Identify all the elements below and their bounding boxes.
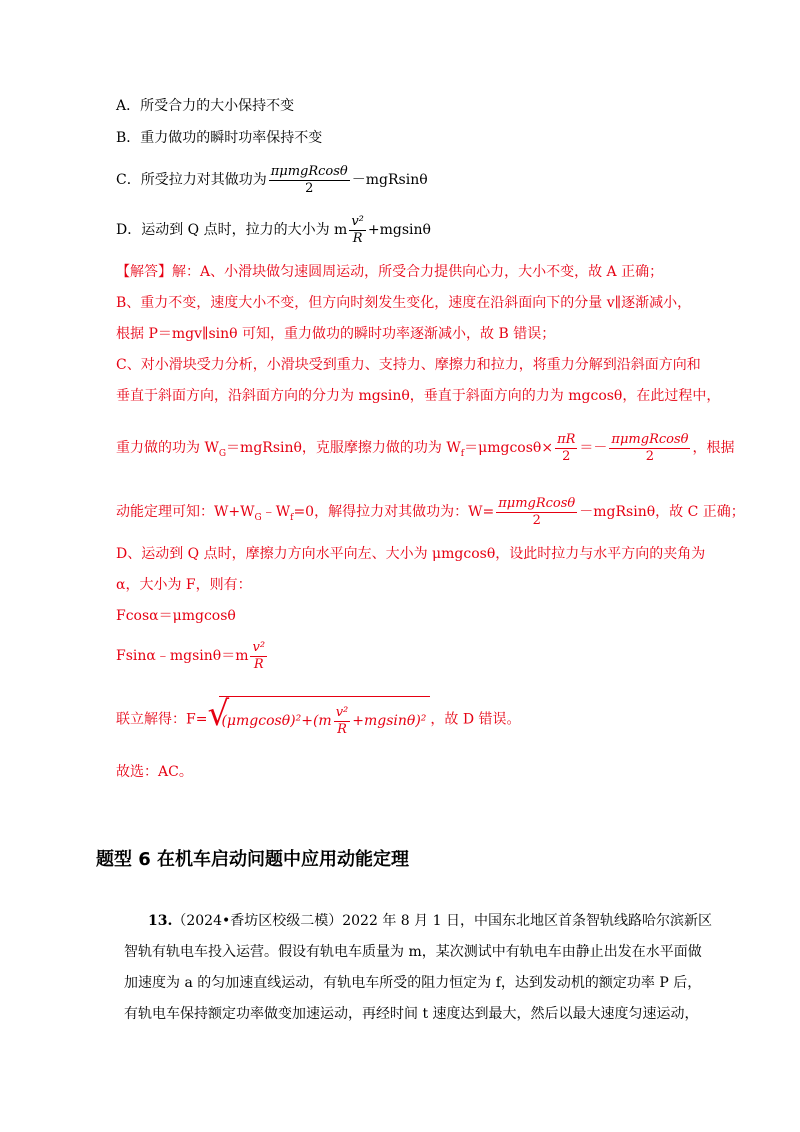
answer-line-11: Fsinα﹣mgsinθ＝m $\frac{\text{v²}}{R}$ — [116, 639, 266, 672]
option-b: B．重力做功的瞬时功率保持不变 — [116, 130, 323, 146]
fraction-v2-r: $\frac{\text{v²}}{R}$ — [252, 639, 266, 672]
answer-line-6: 重力做的功为 $W_G=mgRsin\theta$，克服摩擦力做的功为 $W_f=\mu mgcos\theta\times$ $\frac{\pi R}{2}$ ＝－ $\frac{\text{πμmgRcosθ}}{2}$ ，根据 — [116, 431, 735, 464]
fraction-pull-work: $\frac{\text{πμmgRcosθ}}{2}$ — [498, 495, 576, 528]
answer-line-10: Fcosα＝μmgcosθ — [116, 608, 236, 624]
answer-line-9: α，大小为 F，则有： — [116, 577, 252, 593]
fraction-friction-work: $\frac{\text{πμmgRcosθ}}{2}$ — [611, 431, 689, 464]
option-d-text: D．运动到 Q 点时，拉力的大小为 m — [116, 222, 348, 238]
answer-line-5: 垂直于斜面方向，沿斜面方向的分力为 mgsinθ，垂直于斜面方向的力为 mgcosθ，在此过程中， — [116, 388, 721, 404]
question-line-1: 13.（2024•香坊区校级二模）2022 年 8 月 1 日，中国东北地区首条智轨线路哈尔滨新区 — [148, 913, 712, 929]
answer-line-1: 【解答】解：A、小滑块做匀速圆周运动，所受合力提供向心力，大小不变，故 A 正确； — [116, 264, 664, 280]
question-line-4: 有轨电车保持额定功率做变加速运动，再经时间 t 速度达到最大，然后以最大速度匀速运动， — [124, 1006, 699, 1022]
answer-line-8: D、运动到 Q 点时，摩擦力方向水平向左、大小为 μmgcosθ，设此时拉力与水平方向的夹角为 — [116, 546, 706, 562]
answer-tag: 【解答】 — [116, 264, 172, 280]
option-c — [116, 160, 428, 200]
question-number: 13. — [148, 913, 173, 929]
square-root: √ (μmgcosθ)²+(m $\frac{\text{v²}}{R}$ +mgsinθ)² — [207, 696, 430, 743]
option-d-suffix: +mgsinθ — [367, 222, 431, 238]
option-a: A．所受合力的大小保持不变 — [116, 98, 295, 114]
question-line-3: 加速度为 a 的匀加速直线运动，有轨电车所受的阻力恒定为 f，达到发动机的额定功率 P 后， — [124, 975, 702, 991]
question-13 — [124, 906, 724, 1030]
answer-line-13: 故选：AC。 — [116, 764, 193, 780]
option-d-fraction: $\frac{\text{v²}}{R}$ — [351, 213, 364, 246]
section-heading: 题型 6 在机车启动问题中应用动能定理 — [96, 849, 410, 870]
answer-line-3: 根据 P＝mgv∥sinθ 可知，重力做功的瞬时功率逐渐减小，故 B 错误； — [116, 326, 556, 342]
answer-line-7: 动能定理可知：$W+W_G﹣W_f=0$，解得拉力对其做功为：W= $\frac{\text{πμmgRcosθ}}{2}$ －mgRsinθ，故 C 正确； — [116, 495, 745, 528]
answer-line-12: 联立解得：F= √ (μmgcosθ)²+(m $\frac{\text{v²}}{R}$ +mgsinθ)² ，故 D 错误。 — [116, 696, 521, 743]
option-c-suffix: －mgRsinθ — [351, 172, 428, 188]
answer-line-2: B、重力不变，速度大小不变，但方向时刻发生变化，速度在沿斜面向下的分量 v∥逐渐减小， — [116, 295, 692, 311]
option-c-text: C．所受拉力对其做功为 — [116, 172, 267, 188]
option-d — [116, 210, 431, 250]
fraction-pi-r: $\frac{\pi R}{2}$ — [557, 431, 576, 464]
question-line-2: 智轨有轨电车投入运营。假设有轨电车质量为 m，某次测试中有轨电车由静止出发在水平面做 — [124, 944, 702, 960]
option-c-fraction: $\frac{\text{πμmgRcosθ}}{2}$ — [270, 163, 348, 196]
answer-line-4: C、对小滑块受力分析，小滑块受到重力、支持力、摩擦力和拉力，将重力分解到沿斜面方向和 — [116, 357, 701, 373]
